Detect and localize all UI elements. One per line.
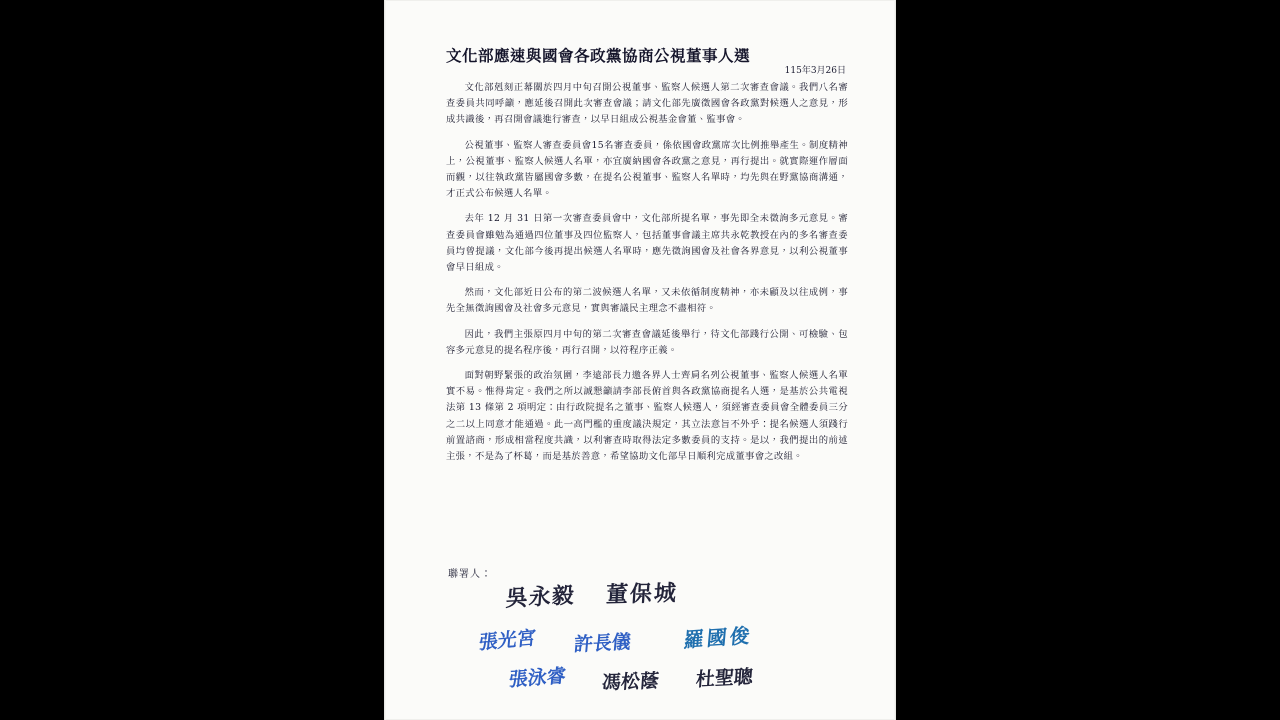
paragraph-1: 文化部剋刻正幕關於四月中旬召開公視董事、監察人候選人第二次審查會議。我們八名審查委員共同呼籲，應延後召開此次審查會議；請文化部先廣徵國會各政黨對候選人之意見，形成共識後，再召開會議進行審查，以早日組成公視基金會董、監事會。 [446, 82, 848, 126]
document-title: 文化部應速與國會各政黨協商公視董事人選 [446, 46, 751, 65]
document-page [384, 0, 896, 720]
paragraph-6: 面對朝野緊張的政治氛圍，李遠部長力邀各界人士齊肩名列公視董事、監察人候選人名單實不易。惟得肯定。我們之所以誠懇籲請李部長俯首與各政黨協商提名人選，是基於公共電視法第 13 條第 2 項明定：由行政院提名之董事、監察人候選人，須經審查委員會全體委員三分之二以上同意才能通過。此一高門檻的重度議決規定，其立法意旨不外乎：提名候選人須踐行前置諮商，形成相當程度共識，以利審查時取得法定多數委員的支持。是以，我們提出的前述主張，不是為了杯葛，而是基於善意，希望協助文化部早日順利完成董事會之改組。 [446, 370, 848, 463]
signature-8: 杜聖聰 [695, 665, 754, 692]
paragraph-3: 去年 12 月 31 日第一次審查委員會中，文化部所提名單，事先即全未徵詢多元意見。審查委員會雖勉為通過四位董事及四位監察人，包括董事會議主席共永乾教授在內的多名審查委員均曾提議，文化部今後再提出候選人名單時，應先徵詢國會及社會各界意見，以利公視董事會早日組成。 [446, 213, 848, 274]
signature-3: 張光宮 [477, 626, 537, 655]
document-date: 115年3月26日 [784, 66, 846, 76]
signature-4: 許長儀 [572, 630, 632, 657]
signature-6: 張泳睿 [507, 664, 567, 692]
paragraph-2: 公視董事、監察人審查委員會15名審查委員，係依國會政黨席次比例推舉產生。制度精神上，公視董事、監察人候選人名單，亦宜廣納國會各政黨之意見，再行提出。就實際運作層面而觀，以往執政黨皆屬國會多數，在提名公視董事、監察人名單時，均先與在野黨協商溝通，才正式公布候選人名單。 [446, 139, 848, 200]
signature-5: 羅國俊 [682, 623, 754, 653]
signature-7: 馮松蔭 [601, 669, 660, 695]
paragraph-4: 然而，文化部近日公布的第二波候選人名單，又未依循制度精神，亦未顧及以往成例，事先全無徵詢國會及社會多元意見，實與審議民主理念不盡相符。 [446, 287, 848, 315]
page-content [384, 0, 896, 720]
signature-1: 吳永毅 [504, 582, 576, 613]
signature-label: 聯署人： [448, 569, 492, 580]
paragraph-5: 因此，我們主張原四月中旬的第二次審查會議延後舉行，待文化部踐行公開、可檢驗、包容多元意見的提名程序後，再行召開，以符程序正義。 [446, 328, 848, 356]
signature-2: 董保城 [605, 580, 679, 609]
document-body [446, 80, 848, 474]
